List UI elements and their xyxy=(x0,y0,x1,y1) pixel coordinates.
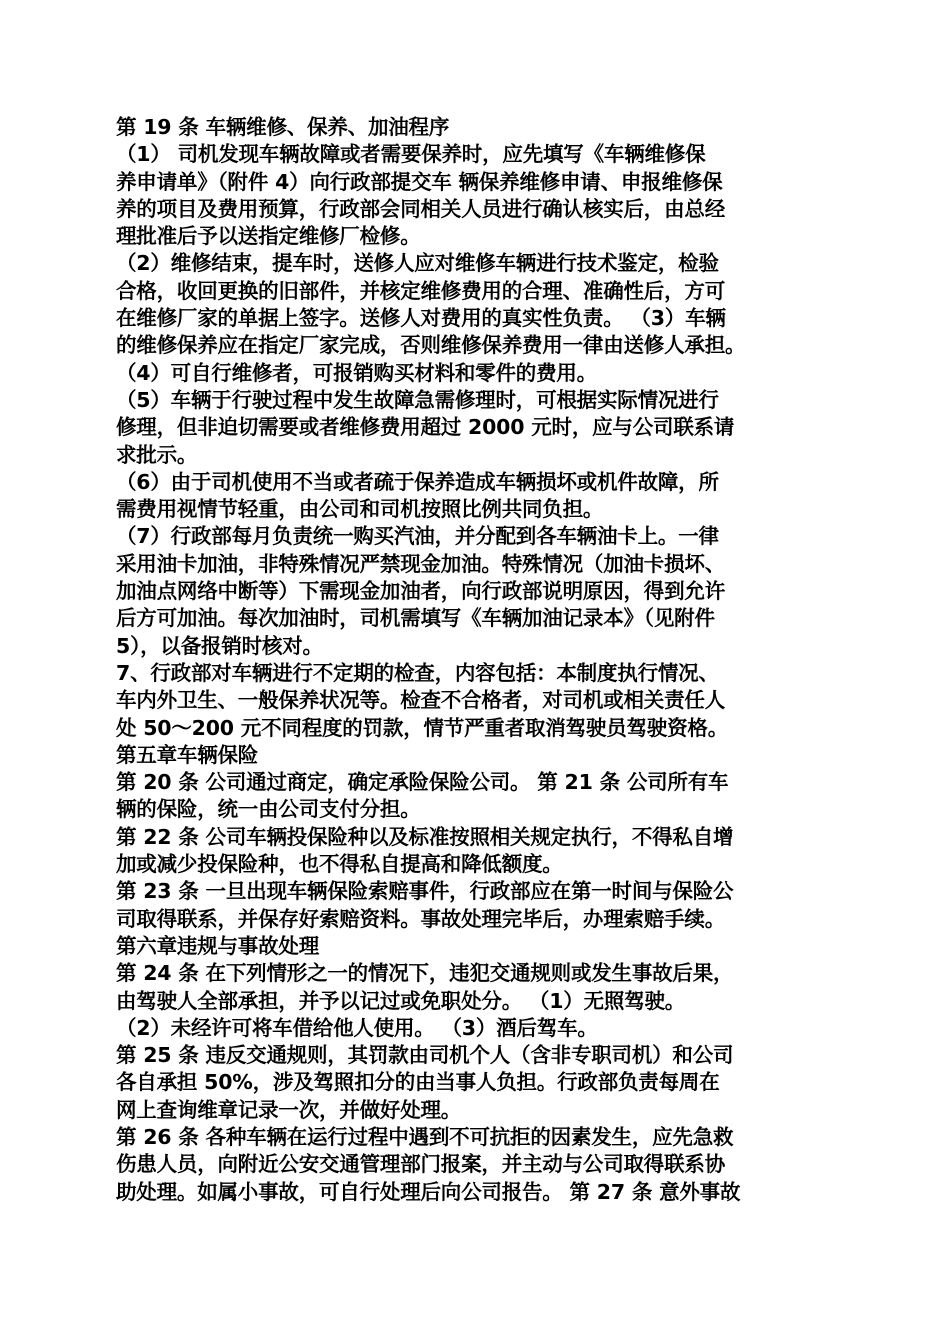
text-line: （4）可自行维修者，可报销购买材料和零件的费用。 xyxy=(116,360,597,385)
text-line: 的维修保养应在指定厂家完成，否则维修保养费用一律由送修人承担。 xyxy=(116,333,746,358)
text-line: 第 25 条 违反交通规则，其罚款由司机个人（含非专职司机）和公司 xyxy=(116,1043,734,1068)
text-line: 5），以备报销时核对。 xyxy=(116,633,323,658)
text-line: 网上查询维章记录一次，并做好处理。 xyxy=(116,1097,462,1122)
text-line: 7、行政部对车辆进行不定期的检查，内容包括：本制度执行情况、 xyxy=(116,660,719,685)
text-line: 需费用视情节轻重，由公司和司机按照比例共同负担。 xyxy=(116,497,604,522)
text-line: 第 24 条 在下列情形之一的情况下，违犯交通规则或发生事故后果， xyxy=(116,961,734,986)
text-line: 第 26 条 各种车辆在运行过程中遇到不可抗拒的因素发生，应先急救 xyxy=(116,1124,734,1149)
text-line: 处 50～200 元不同程度的罚款，情节严重者取消驾驶员驾驶资格。 xyxy=(116,715,728,740)
text-line: 加或减少投保险种，也不得私自提高和降低额度。 xyxy=(116,852,563,877)
text-line: 后方可加油。每次加油时，司机需填写《车辆加油记录本》（见附件 xyxy=(116,606,715,631)
text-line: （1） 司机发现车辆故障或者需要保养时，应先填写《车辆维修保 xyxy=(116,142,706,167)
text-line: （2）维修结束，提车时，送修人应对维修车辆进行技术鉴定，检验 xyxy=(116,251,719,276)
chapter-5-heading: 第五章车辆保险 xyxy=(116,742,259,767)
text-line: 助处理。如属小事故，可自行处理后向公司报告。 第 27 条 意外事故 xyxy=(116,1179,741,1204)
text-line: 由驾驶人全部承担，并予以记过或免职处分。 （1）无照驾驶。 xyxy=(116,988,686,1013)
text-line: 合格，收回更换的旧部件，并核定维修费用的合理、准确性后，方可 xyxy=(116,278,725,303)
text-line: 养的项目及费用预算，行政部会同相关人员进行确认核实后，由总经 xyxy=(116,196,725,221)
text-line: （2）未经许可将车借给他人使用。 （3）酒后驾车。 xyxy=(116,1015,598,1040)
text-line: （7）行政部每月负责统一购买汽油，并分配到各车辆油卡上。一律 xyxy=(116,524,719,549)
text-line: 修理，但非迫切需要或者维修费用超过 2000 元时，应与公司联系请 xyxy=(116,415,735,440)
text-line: 第 23 条 一旦出现车辆保险索赔事件，行政部应在第一时间与保险公 xyxy=(116,879,734,904)
text-line: 伤患人员，向附近公安交通管理部门报案，并主动与公司取得联系协 xyxy=(116,1152,725,1177)
text-line: 在维修厂家的单据上签字。送修人对费用的真实性负责。 （3）车辆 xyxy=(116,306,726,331)
text-line: （6）由于司机使用不当或者疏于保养造成车辆损坏或机件故障，所 xyxy=(116,469,719,494)
text-line: 第 22 条 公司车辆投保险种以及标准按照相关规定执行，不得私自增 xyxy=(116,824,734,849)
text-line: （5）车辆于行驶过程中发生故障急需修理时，可根据实际情况进行 xyxy=(116,387,719,412)
text-line: 辆的保险，统一由公司支付分担。 xyxy=(116,797,421,822)
text-line: 车内外卫生、一般保养状况等。检查不合格者，对司机或相关责任人 xyxy=(116,688,725,713)
text-line: 求批示。 xyxy=(116,442,198,467)
text-line: 养申请单》（附件 4）向行政部提交车 辆保养维修申请、申报维修保 xyxy=(116,169,723,194)
document-body xyxy=(116,114,840,1206)
article-19-heading: 第 19 条 车辆维修、保养、加油程序 xyxy=(116,115,450,139)
chapter-6-heading: 第六章违规与事故处理 xyxy=(116,933,319,958)
text-line: 采用油卡加油，非特殊情况严禁现金加油。特殊情况（加油卡损坏、 xyxy=(116,551,725,576)
text-line: 各自承担 50%，涉及驾照扣分的由当事人负担。行政部负责每周在 xyxy=(116,1070,720,1095)
text-line: 加油点网络中断等）下需现金加油者，向行政部说明原因，得到允许 xyxy=(116,579,725,604)
text-line: 理批准后予以送指定维修厂检修。 xyxy=(116,224,421,249)
text-line: 第 20 条 公司通过商定，确定承险保险公司。 第 21 条 公司所有车 xyxy=(116,770,729,795)
text-line: 司取得联系，并保存好索赔资料。事故处理完毕后，办理索赔手续。 xyxy=(116,906,725,931)
